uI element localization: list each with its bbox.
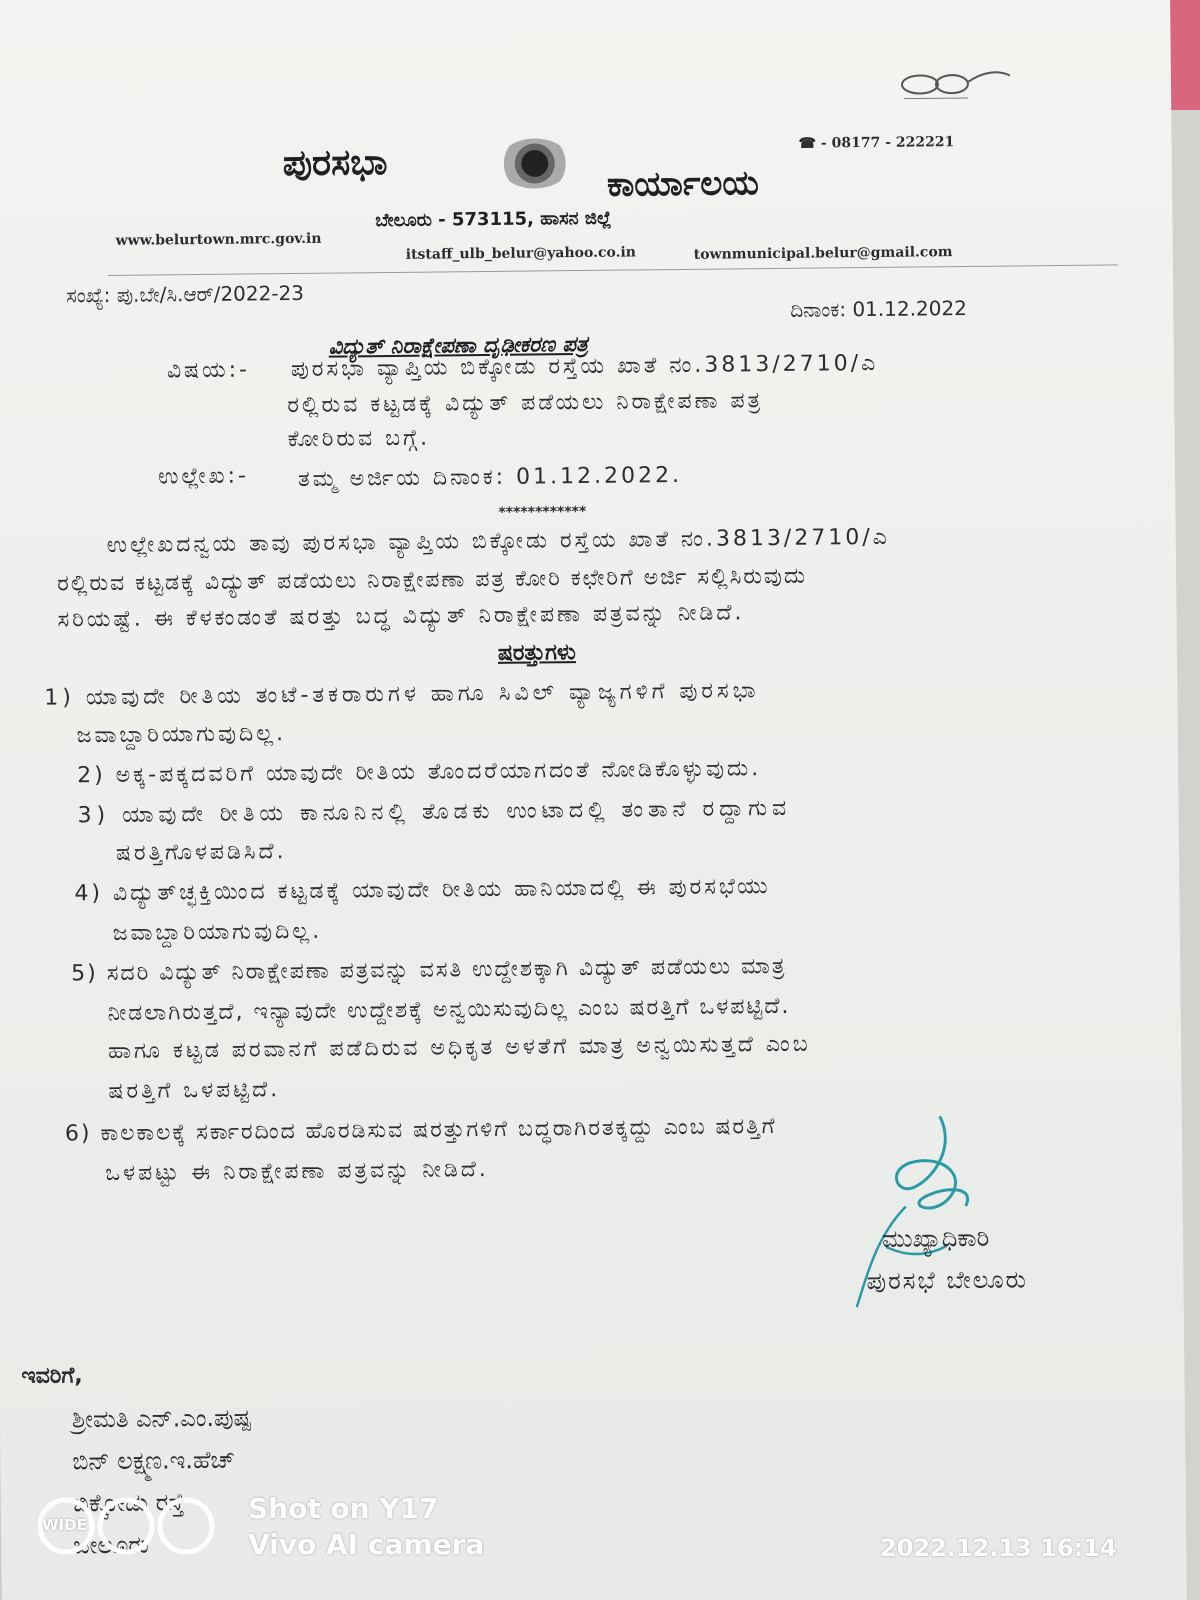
subject-line: ಪುರಸಭಾ ವ್ಯಾಪ್ತಿಯ ಬಿಕ್ಕೋಡು ರಸ್ತೆಯ ಖಾತೆ ನಂ.3813/2710/ಎ [290,350,879,383]
condition-line: ಹಾಗೂ ಕಟ್ಟಡ ಪರವಾನಗೆ ಪಡೆದಿರುವ ಅಧಿಕೃತ ಅಳತೆಗೆ ಮಾತ್ರ ಅನ್ವಯಿಸುತ್ತದೆ ಎಂಬ [107,1031,811,1064]
condition-line: ನೀಡಲಾಗಿರುತ್ತದೆ, ಇನ್ಯಾವುದೇ ಉದ್ದೇಶಕ್ಕೆ ಅನ್ವಯಿಸುವುದಿಲ್ಲ ಎಂಬ ಷರತ್ತಿಗೆ ಒಳಪಟ್ಟಿದೆ. [107,993,791,1027]
separator-stars: ************ [498,503,587,521]
signatory-office: ಪುರಸಭೆ ಬೇಲೂರು [866,1265,1029,1296]
email-yahoo: itstaff_ulb_belur@yahoo.co.in [405,244,637,263]
office-logo-icon [898,67,1018,108]
condition-line: 5) ಸದರಿ ವಿದ್ಯುತ್ ನಿರಾಕ್ಷೇಪಣಾ ಪತ್ರವನ್ನು ವಸತಿ ಉದ್ದೇಶಕ್ಕಾಗಿ ವಿದ್ಯುತ್ ಪಡೆಯಲು ಮಾತ್ರ [71,953,787,987]
camera-watermark [38,1494,558,1574]
reference-label: ಉಲ್ಲೇಖ:- [157,463,249,490]
condition-line: ಜವಾಬ್ದಾರಿಯಾಗುವುದಿಲ್ಲ. [112,918,323,946]
body-line: ರಲ್ಲಿರುವ ಕಟ್ಟಡಕ್ಕೆ ವಿದ್ಯುತ್ ಪಡೆಯಲು ನಿರಾಕ್ಷೇಪಣಾ ಪತ್ರ ಕೋರಿ ಕಛೇರಿಗೆ ಅರ್ಜಿ ಸಲ್ಲಿಸಿರುವುದು [57,563,808,597]
reference-text: ತಮ್ಮ ಅರ್ಜಿಯ ದಿನಾಂಕ: 01.12.2022. [297,462,683,492]
letter-title: ವಿದ್ಯುತ್ ನಿರಾಕ್ಷೇಪಣಾ ದೃಢೀಕರಣ ಪತ್ರ [328,331,589,359]
conditions-heading: ಷರತ್ತುಗಳು [497,640,576,666]
email-gmail: townmunicipal.belur@gmail.com [693,244,953,263]
header-divider [108,264,1118,276]
camera-model-label: Vivo AI camera [248,1528,485,1561]
subject-label: ವಿಷಯ:- [166,357,251,384]
office-title-right: ಕಾರ್ಯಾಲಯ [606,163,759,205]
shot-on-label: Shot on Y17 [248,1492,439,1525]
condition-line: 4) ವಿದ್ಯುತ್‌ಚ್ಛಕ್ತಿಯಿಂದ ಕಟ್ಟಡಕ್ಕೆ ಯಾವುದೇ ರೀತಿಯ ಹಾನಿಯಾದಲ್ಲಿ ಈ ಪುರಸಭೆಯು [74,874,771,907]
recipient-line: ಬೇಲೂರು [73,1530,149,1560]
condition-line: 1) ಯಾವುದೇ ರೀತಿಯ ತಂಟೆ-ತಕರಾರುಗಳ ಹಾಗೂ ಸಿವಿಲ್ ವ್ಯಾಜ್ಯಗಳಿಗೆ ಪುರಸಭಾ [44,678,760,711]
condition-line: 3) ಯಾವುದೇ ರೀತಿಯ ಕಾನೂನಿನಲ್ಲಿ ತೊಡಕು ಉಂಟಾದಲ್ಲಿ ತಂತಾನೆ ರದ್ದಾಗುವ [77,795,792,829]
recipient-line: ಬಿಕ್ಕೋಡು ರಸ್ತೆ [72,1488,185,1518]
condition-line: 6) ಕಾಲಕಾಲಕ್ಕೆ ಸರ್ಕಾರದಿಂದ ಹೊರಡಿಸುವ ಷರತ್ತುಗಳಿಗೆ ಬದ್ಧರಾಗಿರತಕ್ಕದ್ದು ಎಂಬ ಷರತ್ತಿಗೆ [64,1114,777,1147]
signatory-title: ಮುಖ್ಯಾಧಿಕಾರಿ [881,1223,990,1253]
condition-line: ಷರತ್ತಿಗೊಳಪಡಿಸಿದೆ. [115,839,287,866]
office-title-left: ಪುರಸಭಾ [282,142,388,185]
office-address: ಬೇಲೂರು - 573115, ಹಾಸನ ಜಿಲ್ಲೆ [375,207,612,232]
recipient-line: ಬಿನ್ ಲಕ್ಷ್ಮಣ.ಇ.ಹೆಚ್ [72,1445,235,1476]
recipient-line: ಶ್ರೀಮತಿ ಎನ್.ಎಂ.ಪುಷ್ಪ [71,1403,252,1434]
condition-line: ಷರತ್ತಿಗೆ ಒಳಪಟ್ಟಿದೆ. [108,1077,281,1104]
municipal-emblem-icon [499,138,572,189]
body-line: ಉಲ್ಲೇಖದನ್ವಯ ತಾವು ಪುರಸಭಾ ವ್ಯಾಪ್ತಿಯ ಬಿಕ್ಕೋಡು ರಸ್ತೆಯ ಖಾತೆ ನಂ.3813/2710/ಎ [106,524,890,558]
condition-line: ಒಳಪಟ್ಟು ಈ ನಿರಾಕ್ಷೇಪಣಾ ಪತ್ರವನ್ನು ನೀಡಿದೆ. [105,1157,489,1187]
body-line: ಸರಿಯಷ್ಟೆ. ಈ ಕೆಳಕಂಡಂತೆ ಷರತ್ತು ಬದ್ಧ ವಿದ್ಯುತ್ ನಿರಾಕ್ಷೇಪಣಾ ಪತ್ರವನ್ನು ನೀಡಿದೆ. [57,600,745,633]
timestamp: 2022.12.13 16:14 [880,1534,1117,1562]
subject-line: ರಲ್ಲಿರುವ ಕಟ್ಟಡಕ್ಕೆ ವಿದ್ಯುತ್ ಪಡೆಯಲು ನಿರಾಕ್ಷೇಪಣಾ ಪತ್ರ [287,388,764,419]
recipient-label: ಇವರಿಗೆ, [21,1363,83,1389]
wide-badge: WIDE [42,1516,87,1534]
phone-number: ☎ - 08177 - 222221 [798,134,955,152]
condition-line: 2) ಅಕ್ಕ-ಪಕ್ಕದವರಿಗೆ ಯಾವುದೇ ರೀತಿಯ ತೊಂದರೆಯಾಗದಂತೆ ನೋಡಿಕೊಳ್ಳುವುದು. [77,756,762,789]
subject-line: ಕೋರಿರುವ ಬಗ್ಗೆ. [287,425,431,453]
letter-date: ದಿನಾಂಕ: 01.12.2022 [790,295,968,322]
website-link: www.belurtown.mrc.gov.in [115,230,322,249]
condition-line: ಜವಾಬ್ದಾರಿಯಾಗುವುದಿಲ್ಲ. [76,721,287,749]
reference-number: ಸಂಖ್ಯೆ: ಪು.ಬೇ/ಸಿ.ಆರ್/2022-23 [65,280,305,308]
